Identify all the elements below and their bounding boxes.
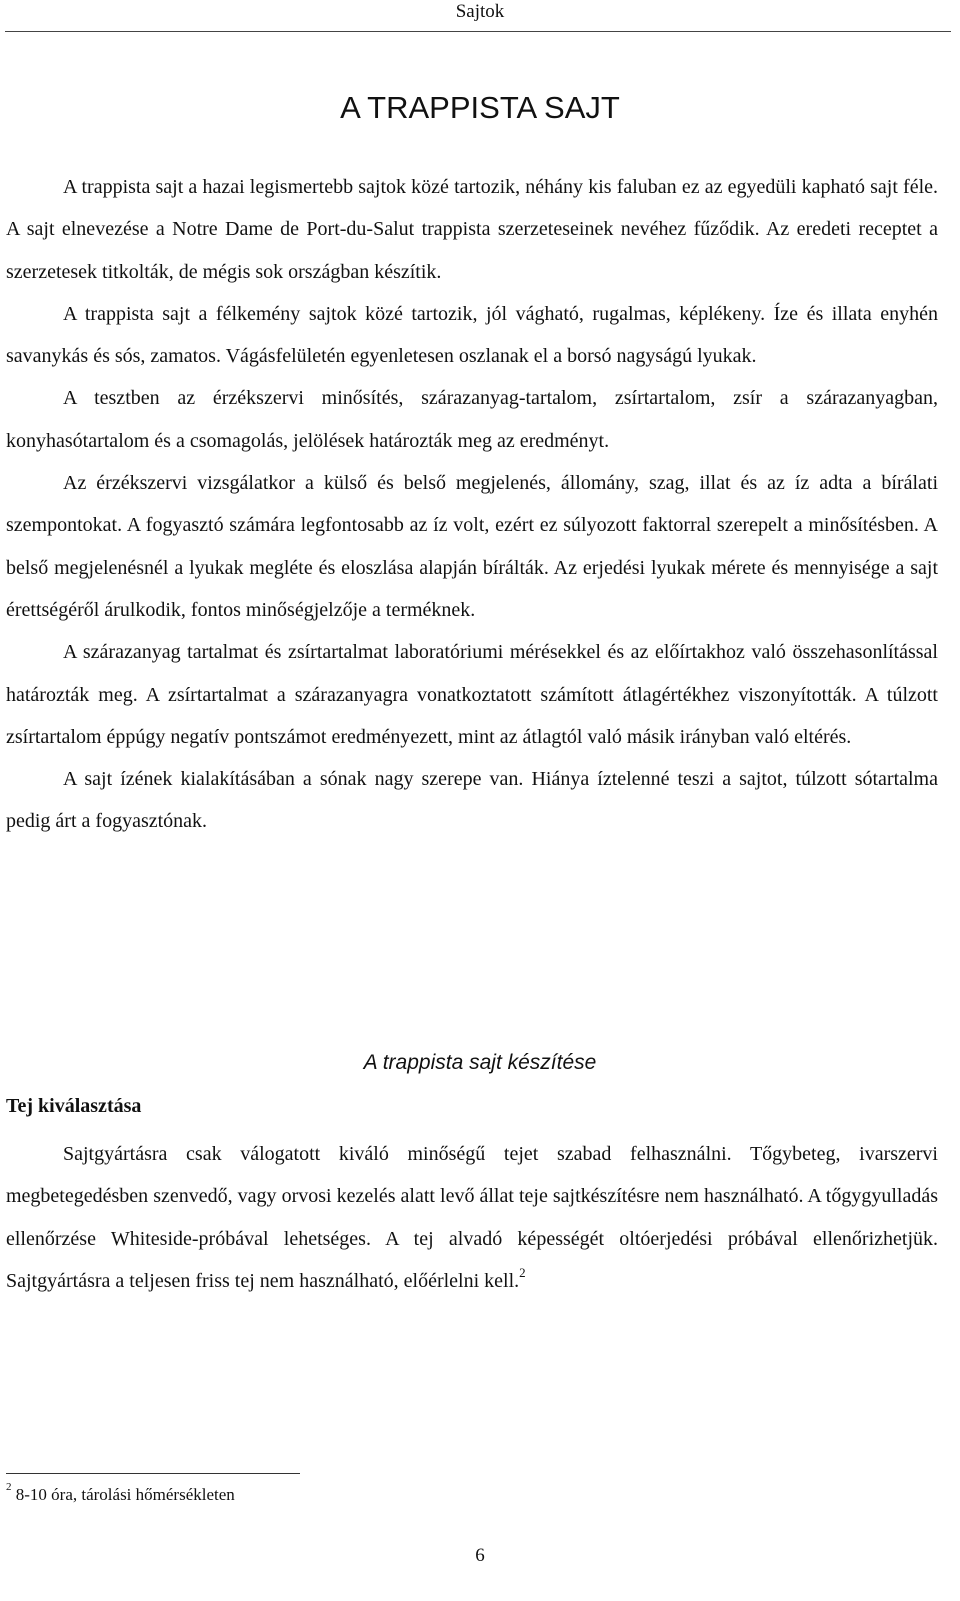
paragraph: A sajt ízének kialakításában a sónak nagy szerepe van. Hiánya íztelenné teszi a sajtot, túlzott sótartalma pedig árt a fogyasztónak. (6, 768, 938, 833)
paragraph: Az érzékszervi vizsgálatkor a külső és belső megjelenés, állomány, szag, illat és az íz adta a bírálati szempontokat. A fogyasztó számára legfontosabb az íz volt, ezért ez súlyozott faktorral szerepelt a minősítésben. A belső megjelenésnél a lyukak megléte és eloszlása alapján bírálták. Az erjedési lyukak mérete és mennyisége a sajt érettségéről árulkodik, fontos minőségjelzője a terméknek. (6, 472, 938, 621)
running-header: Sajtok (455, 1, 505, 22)
section-heading: Tej kiválasztása (6, 1095, 142, 1117)
paragraph (6, 1133, 938, 1302)
section-text (6, 1133, 938, 1302)
paragraph: A trappista sajt a félkemény sajtok közé tartozik, jól vágható, rugalmas, képlékeny. Íze és illata enyhén savanykás és sós, zamatos. Vágásfelületén egyenletesen oszlanak el a borsó nagyságú lyukak. (6, 302, 938, 368)
header-divider (5, 31, 951, 32)
intro-text (6, 166, 938, 843)
paragraph-text: Sajtgyártásra csak válogatott kiváló minőségű tejet szabad felhasználni. Tőgybeteg, ivarszervi megbetegedésben szenvedő, vagy orvosi kezelés alatt levő állat teje sajtkészítésre nem használható. A tőgygyulladás ellenőrzése Whiteside-próbával lehetséges. A tej alvadó képességét oltóerjedési próbával ellenőrizhetjük. Sajtgyártásra a teljesen friss tej nem használható, előérlelni kell. (6, 1143, 938, 1292)
footnote (6, 1483, 235, 1507)
page-title: A TRAPPISTA SAJT (340, 90, 620, 125)
footnote-divider (6, 1473, 300, 1474)
footnote-reference[interactable]: 2 (519, 1265, 526, 1281)
section-subtitle: A trappista sajt készítése (363, 1051, 597, 1074)
page-number: 6 (475, 1545, 485, 1566)
paragraph: A trappista sajt a hazai legismertebb sajtok közé tartozik, néhány kis faluban ez az egyedüli kapható sajt féle. A sajt elnevezése a Notre Dame de Port-du-Salut trappista szerzeteseinek nevéhez fűződik. Az eredeti receptet a szerzetesek titkolták, de mégis sok országban készítik. (6, 176, 938, 283)
paragraph: A tesztben az érzékszervi minősítés, szárazanyag-tartalom, zsírtartalom, zsír a szárazanyagban, konyhasótartalom és a csomagolás, jelölések határozták meg az eredményt. (6, 387, 938, 452)
footnote-number: 2 (6, 1481, 12, 1494)
paragraph: A szárazanyag tartalmat és zsírtartalmat laboratóriumi mérésekkel és az előírtakhoz való összehasonlítással határozták meg. A zsírtartalmat a szárazanyagra vonatkoztatott számított átlagértékhez viszonyították. A túlzott zsírtartalom éppúgy negatív pontszámot eredményezett, mint az átlagtól való másik irányban való eltérés. (6, 641, 938, 748)
footnote-text: 8-10 óra, tárolási hőmérsékleten (15, 1485, 235, 1504)
